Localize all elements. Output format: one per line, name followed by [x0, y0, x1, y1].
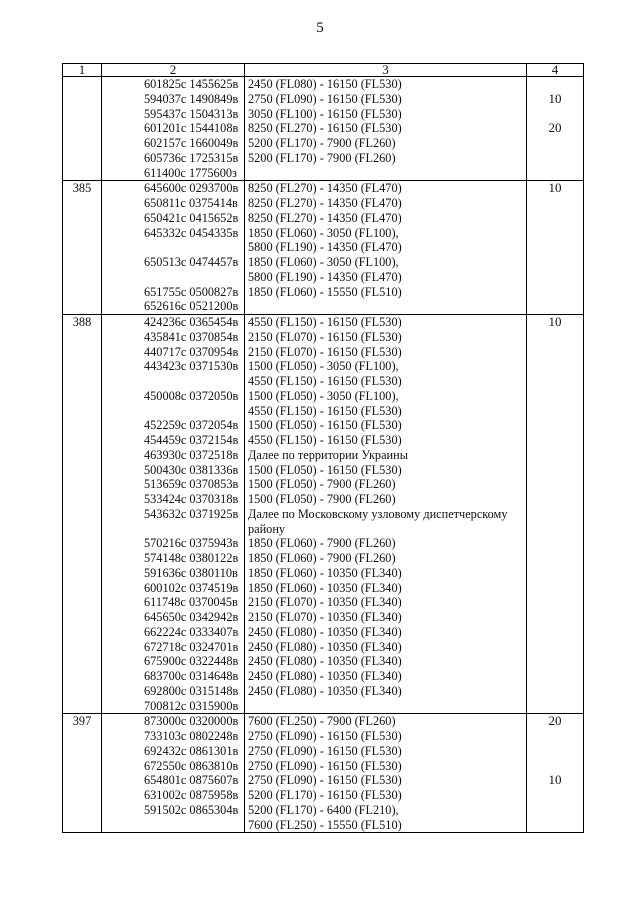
altitude-range-text: 2750 (FL090) - 16150 (FL530) — [248, 729, 402, 743]
coordinate-text: 440717с 0370954в — [144, 344, 239, 359]
altitude-range-text: 8250 (FL270) - 14350 (FL470) — [248, 181, 402, 196]
value-text — [527, 759, 583, 774]
group-number — [63, 418, 101, 433]
coordinate-text: 672550с 0863810в — [144, 758, 239, 773]
altitude-range-text: 2450 (FL080) - 10350 (FL340) — [248, 683, 402, 698]
value-text — [527, 744, 583, 759]
group-number — [63, 759, 101, 774]
table-group — [63, 181, 584, 315]
value-text — [527, 448, 583, 463]
group-number — [63, 285, 101, 300]
altitude-range-text: 8250 (FL270) - 14350 (FL470) — [248, 196, 402, 210]
group-number — [63, 640, 101, 655]
altitude-range-text: 5800 (FL190) - 14350 (FL470) — [248, 240, 402, 255]
value-text — [527, 463, 583, 478]
value-text: 10 — [548, 314, 562, 329]
altitude-range-text: 1850 (FL060) - 10350 (FL340) — [248, 565, 402, 580]
value-text — [527, 625, 583, 640]
altitude-range-text: 1500 (FL050) - 16150 (FL530) — [248, 462, 402, 477]
value-cell — [527, 714, 584, 833]
coordinate-text: 650513с 0474457в — [144, 255, 239, 269]
group-number — [63, 729, 101, 744]
coordinate-text: 654801с 0875607в — [144, 773, 239, 788]
coordinate-text: 651755с 0500827в — [144, 284, 239, 299]
value-text — [527, 522, 583, 537]
group-number — [63, 654, 101, 669]
altitude-range-text: 2150 (FL070) - 16150 (FL530) — [248, 329, 402, 344]
coordinate-text: 650421с 0415652в — [144, 210, 239, 225]
altitude-range-text: 2450 (FL080) - 10350 (FL340) — [248, 669, 402, 683]
coordinate-text — [102, 240, 244, 255]
value-text — [527, 536, 583, 551]
value-text — [527, 255, 583, 270]
page-number: 5 — [316, 20, 324, 36]
table-group — [63, 77, 584, 181]
value-text — [527, 566, 583, 581]
coordinates-cell — [102, 714, 245, 833]
value-text — [527, 788, 583, 803]
altitude-range-text: 1850 (FL060) - 3050 (FL100), — [248, 255, 399, 269]
group-number — [63, 463, 101, 478]
coordinate-text: 645332с 0454335в — [144, 225, 239, 240]
value-text — [527, 270, 583, 285]
coordinate-text: 595437с 1504313в — [144, 106, 239, 121]
altitude-range-text: 2450 (FL080) - 10350 (FL340) — [248, 639, 402, 654]
altitude-range-text: 1500 (FL050) - 7900 (FL260) — [248, 477, 396, 492]
header-col-3: 3 — [245, 64, 527, 77]
altitude-range-text: 2150 (FL070) - 10350 (FL340) — [248, 595, 402, 610]
group-number — [63, 669, 101, 684]
coordinate-text: 873000с 0320000в — [144, 714, 239, 729]
coordinate-text: 652616с 0521200в — [144, 299, 239, 314]
coordinate-text: 424236с 0365454в — [144, 315, 239, 329]
group-number — [63, 522, 101, 537]
coordinates-cell — [102, 181, 245, 315]
table-group — [63, 714, 584, 833]
header-col-2: 2 — [102, 64, 245, 77]
altitude-range-text: 5200 (FL170) - 7900 (FL260) — [248, 150, 396, 165]
value-text — [527, 507, 583, 522]
group-number — [63, 684, 101, 699]
value-text: 10 — [548, 90, 562, 106]
group-number-cell — [63, 181, 102, 315]
value-text — [527, 196, 583, 211]
group-number — [63, 551, 101, 566]
coordinate-text: 570216с 0375943в — [144, 536, 239, 551]
altitude-range-text: 1850 (FL060) - 15550 (FL510) — [248, 284, 402, 299]
coordinate-text: 513659с 0370853в — [144, 477, 239, 492]
coordinate-text: 594037с 1490849в — [144, 91, 239, 106]
value-text — [527, 818, 583, 833]
altitude-range-text — [245, 166, 526, 181]
altitude-range-text: 2750 (FL090) - 16150 (FL530) — [248, 773, 402, 788]
coordinate-text: 591636с 0380110в — [144, 565, 238, 580]
altitude-range-cell — [245, 77, 527, 181]
coordinate-text: 463930с 0372518в — [144, 447, 239, 462]
value-text — [527, 374, 583, 389]
group-number — [63, 448, 101, 463]
group-number — [63, 581, 101, 596]
altitude-range-text: 7600 (FL250) - 15550 (FL510) — [248, 817, 402, 832]
altitude-range-text: 8250 (FL270) - 16150 (FL530) — [248, 121, 402, 136]
value-text — [527, 684, 583, 699]
value-text — [527, 669, 583, 684]
value-text — [527, 433, 583, 448]
altitude-range-text: 1500 (FL050) - 3050 (FL100), — [248, 388, 399, 403]
value-text — [527, 551, 583, 566]
altitude-range-text: 2450 (FL080) - 10350 (FL340) — [248, 654, 402, 669]
group-number — [63, 803, 101, 818]
value-text — [527, 77, 583, 92]
group-number — [63, 345, 101, 360]
altitude-range-text: 1850 (FL060) - 7900 (FL260) — [248, 551, 396, 565]
coordinate-text: 435841с 0370854в — [144, 329, 239, 344]
value-text: 10 — [548, 180, 562, 196]
coordinate-text — [102, 818, 244, 833]
value-text — [527, 359, 583, 374]
group-number — [63, 270, 101, 285]
group-number — [63, 107, 101, 122]
group-number — [63, 404, 101, 419]
value-text — [527, 389, 583, 404]
altitude-range-text: 4550 (FL150) - 16150 (FL530) — [248, 374, 402, 388]
coordinate-text: 602157с 1660049в — [144, 136, 239, 150]
group-number: 397 — [72, 714, 92, 729]
group-number — [63, 330, 101, 345]
coordinate-text: 605736с 1725315в — [144, 150, 239, 165]
value-text — [527, 226, 583, 241]
value-text — [527, 166, 583, 181]
coordinates-cell — [102, 315, 245, 714]
coordinate-text — [102, 374, 244, 389]
value-text — [527, 803, 583, 818]
table-header-row — [63, 64, 584, 77]
altitude-range-text: 5200 (FL170) - 7900 (FL260) — [248, 136, 396, 150]
value-text — [527, 151, 583, 166]
group-number-cell — [63, 77, 102, 181]
coordinate-text: 574148с 0380122в — [144, 551, 239, 565]
group-number — [63, 359, 101, 374]
value-text — [527, 330, 583, 345]
coordinate-text: 601201с 1544108в — [144, 121, 239, 136]
group-number — [63, 211, 101, 226]
group-number — [63, 92, 101, 107]
group-number — [63, 121, 101, 136]
route-table — [62, 63, 584, 833]
coordinate-text — [102, 522, 244, 537]
table-group — [63, 315, 584, 714]
altitude-range-text: 5200 (FL170) - 16150 (FL530) — [248, 788, 402, 802]
value-text — [527, 477, 583, 492]
header-col-4: 4 — [527, 64, 584, 77]
value-text — [527, 345, 583, 360]
group-number — [63, 788, 101, 803]
altitude-range-text: 1500 (FL050) - 3050 (FL100), — [248, 359, 399, 374]
coordinate-text — [102, 404, 244, 419]
group-number — [63, 299, 101, 314]
coordinate-text: 454459с 0372154в — [144, 433, 239, 447]
group-number-cell — [63, 315, 102, 714]
group-number — [63, 389, 101, 404]
altitude-range-text: 4550 (FL150) - 16150 (FL530) — [248, 403, 402, 418]
coordinate-text: 600102с 0374519в — [144, 580, 239, 595]
group-number — [63, 477, 101, 492]
altitude-range-text — [245, 699, 526, 714]
altitude-range-text: 4550 (FL150) - 16150 (FL530) — [248, 315, 402, 329]
altitude-range-text: 2450 (FL080) - 16150 (FL530) — [248, 77, 402, 91]
coordinate-text: 452259с 0372054в — [144, 418, 239, 433]
group-number — [63, 595, 101, 610]
value-text — [527, 299, 583, 314]
group-number — [63, 744, 101, 759]
altitude-range-text: 2450 (FL080) - 10350 (FL340) — [248, 624, 402, 639]
coordinate-text: 700812с 0315900в — [144, 698, 239, 713]
value-text — [527, 404, 583, 419]
altitude-range-text: 5800 (FL190) - 14350 (FL470) — [248, 269, 402, 284]
coordinate-text: 611748с 0370045в — [144, 595, 238, 610]
value-text — [527, 492, 583, 507]
value-text: 20 — [548, 713, 562, 729]
altitude-range-text: 4550 (FL150) - 16150 (FL530) — [248, 433, 402, 447]
coordinate-text: 675900с 0322448в — [144, 654, 239, 669]
altitude-range-text — [245, 299, 526, 314]
coordinate-text: 601825с 1455625в — [144, 77, 239, 91]
altitude-range-text: 8250 (FL270) - 14350 (FL470) — [248, 210, 402, 225]
coordinate-text: 611400с 1775600з — [144, 165, 237, 180]
altitude-range-text: району — [248, 521, 286, 536]
group-number — [63, 374, 101, 389]
altitude-range-text: 2150 (FL070) - 16150 (FL530) — [248, 344, 402, 359]
altitude-range-text: 1850 (FL060) - 10350 (FL340) — [248, 580, 402, 595]
coordinate-text: 543632с 0371925в — [144, 506, 239, 521]
value-text — [527, 640, 583, 655]
altitude-range-text: 2750 (FL090) - 16150 (FL530) — [248, 743, 402, 758]
altitude-range-text: 3050 (FL100) - 16150 (FL530) — [248, 106, 402, 121]
coordinate-text: 450008с 0372050в — [144, 388, 239, 403]
altitude-range-text: 5200 (FL170) - 6400 (FL210), — [248, 802, 399, 817]
coordinate-text: 692432с 0861301в — [144, 743, 239, 758]
coordinate-text — [102, 270, 244, 285]
value-text — [527, 654, 583, 669]
coordinates-cell — [102, 77, 245, 181]
coordinate-text: 645600с 0293700в — [144, 181, 239, 196]
value-text — [527, 595, 583, 610]
group-number — [63, 77, 101, 92]
coordinate-text: 672718с 0324701в — [144, 639, 239, 654]
coordinate-text: 631002с 0875958в — [144, 788, 239, 802]
altitude-range-cell — [245, 181, 527, 315]
coordinate-text: 500430с 0381336в — [144, 462, 239, 477]
group-number — [63, 151, 101, 166]
table-body — [63, 77, 584, 833]
value-text — [527, 211, 583, 226]
value-text — [527, 699, 583, 714]
group-number — [63, 773, 101, 788]
coordinate-text: 683700с 0314648в — [144, 669, 239, 683]
header-col-1: 1 — [63, 64, 102, 77]
group-number — [63, 536, 101, 551]
group-number — [63, 492, 101, 507]
group-number — [63, 166, 101, 181]
group-number — [63, 240, 101, 255]
altitude-range-text: 1850 (FL060) - 7900 (FL260) — [248, 536, 396, 551]
group-number — [63, 507, 101, 522]
group-number — [63, 699, 101, 714]
group-number — [63, 433, 101, 448]
group-number — [63, 226, 101, 241]
coordinate-text: 645650с 0342942в — [144, 610, 239, 624]
group-number — [63, 625, 101, 640]
value-text — [527, 240, 583, 255]
value-text — [527, 285, 583, 300]
group-number — [63, 196, 101, 211]
altitude-range-cell — [245, 714, 527, 833]
group-number — [63, 818, 101, 833]
altitude-range-text: 1500 (FL050) - 7900 (FL260) — [248, 492, 396, 506]
altitude-range-text: 1850 (FL060) - 3050 (FL100), — [248, 225, 399, 240]
altitude-range-text: 1500 (FL050) - 16150 (FL530) — [248, 418, 402, 433]
value-text — [527, 729, 583, 744]
coordinate-text: 733103с 0802248в — [144, 729, 239, 743]
value-text — [527, 610, 583, 625]
value-cell — [527, 77, 584, 181]
value-text: 10 — [548, 772, 562, 788]
group-number: 388 — [72, 315, 92, 329]
coordinate-text: 443423с 0371530в — [144, 359, 239, 374]
coordinate-text: 591502с 0865304в — [144, 802, 239, 817]
group-number: 385 — [72, 181, 92, 196]
value-text: 20 — [548, 120, 562, 136]
value-text — [527, 107, 583, 122]
value-cell — [527, 315, 584, 714]
group-number — [63, 566, 101, 581]
coordinate-text: 533424с 0370318в — [144, 492, 239, 506]
group-number — [63, 136, 101, 151]
value-text — [527, 136, 583, 151]
coordinate-text: 650811с 0375414в — [144, 196, 238, 210]
group-number — [63, 255, 101, 270]
altitude-range-text: 2150 (FL070) - 10350 (FL340) — [248, 610, 402, 624]
altitude-range-text: 2750 (FL090) - 16150 (FL530) — [248, 758, 402, 773]
altitude-range-text: Далее по Московскому узловому диспетчерскому — [248, 506, 508, 521]
group-number-cell — [63, 714, 102, 833]
value-text — [527, 418, 583, 433]
altitude-range-cell — [245, 315, 527, 714]
altitude-range-text: 2750 (FL090) - 16150 (FL530) — [248, 91, 402, 106]
coordinate-text: 662224с 0333407в — [144, 624, 239, 639]
group-number — [63, 610, 101, 625]
altitude-range-text: Далее по территории Украины — [248, 447, 408, 462]
altitude-range-text: 7600 (FL250) - 7900 (FL260) — [248, 714, 396, 729]
value-text — [527, 581, 583, 596]
value-cell — [527, 181, 584, 315]
coordinate-text: 692800с 0315148в — [144, 683, 239, 698]
